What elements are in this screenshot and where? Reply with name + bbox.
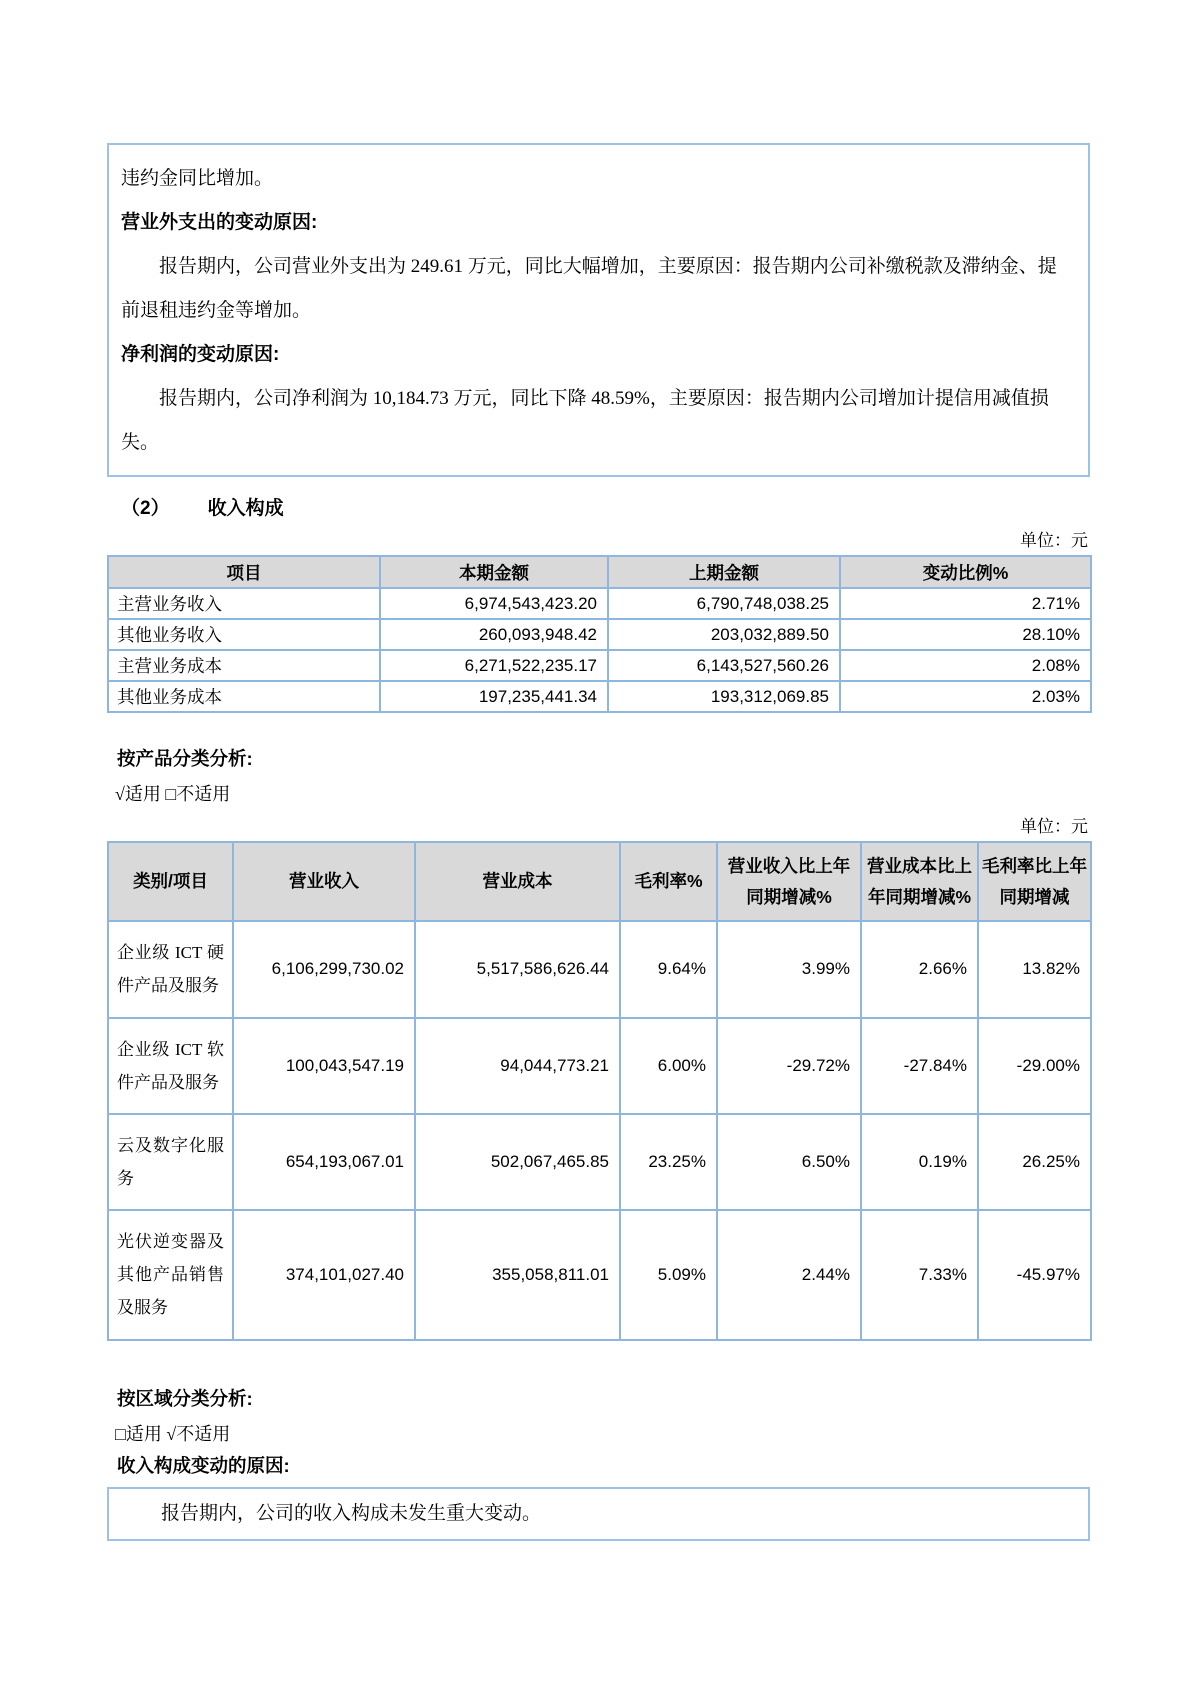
table-cell: 6,271,522,235.17 (380, 650, 608, 681)
table-cell: 2.71% (840, 588, 1091, 619)
table-row (108, 1018, 1091, 1114)
table-cell: 企业级 ICT 硬件产品及服务 (108, 921, 233, 1017)
product-breakdown-table (107, 841, 1092, 1341)
table-cell: 主营业务收入 (108, 588, 380, 619)
product-applicability-line: √适用 □不适用 (115, 784, 231, 804)
change-reason-box (107, 143, 1090, 477)
region-analysis-heading: 按区域分类分析: (117, 1387, 253, 1409)
table-cell: 6.00% (620, 1018, 717, 1114)
table-cell: -29.72% (717, 1018, 861, 1114)
table-cell: 其他业务收入 (108, 619, 380, 650)
header-cell: 营业成本 (415, 842, 620, 921)
table-cell: 3.99% (717, 921, 861, 1017)
unit-label: 单位：元 (1020, 817, 1088, 836)
table-cell: 6.50% (717, 1114, 861, 1210)
table-cell: 0.19% (861, 1114, 978, 1210)
table-header-row (108, 556, 1091, 588)
table-cell: 6,106,299,730.02 (233, 921, 415, 1017)
table-cell: 13.82% (978, 921, 1091, 1017)
table-row (108, 619, 1091, 650)
unit-label: 单位：元 (1020, 531, 1088, 550)
revenue-change-reason-box (107, 1487, 1090, 1541)
non-operating-expense-heading: 营业外支出的变动原因: (121, 212, 318, 233)
table-cell: 203,032,889.50 (608, 619, 840, 650)
table-cell: -27.84% (861, 1018, 978, 1114)
table-cell: 2.08% (840, 650, 1091, 681)
table-cell: 5,517,586,626.44 (415, 921, 620, 1017)
table-cell: 其他业务成本 (108, 681, 380, 712)
net-profit-heading: 净利润的变动原因: (121, 344, 280, 365)
table-cell: 光伏逆变器及其他产品销售及服务 (108, 1210, 233, 1339)
table-cell: 主营业务成本 (108, 650, 380, 681)
carryover-line: 违约金同比增加。 (121, 168, 274, 189)
table-cell: 94,044,773.21 (415, 1018, 620, 1114)
header-cell: 毛利率比上年同期增减 (978, 842, 1091, 921)
header-cell: 营业收入比上年同期增减% (717, 842, 861, 921)
table-cell: 6,790,748,038.25 (608, 588, 840, 619)
table-row (108, 650, 1091, 681)
header-cell: 变动比例% (840, 556, 1091, 588)
product-analysis-heading: 按产品分类分析: (117, 748, 253, 769)
header-cell: 毛利率% (620, 842, 717, 921)
section-number: （2） (121, 498, 170, 519)
table-cell: 197,235,441.34 (380, 681, 608, 712)
table-row (108, 921, 1091, 1017)
table-row (108, 588, 1091, 619)
table-cell: 654,193,067.01 (233, 1114, 415, 1210)
table-cell: 28.10% (840, 619, 1091, 650)
table-cell: 23.25% (620, 1114, 717, 1210)
revenue-change-reason-heading: 收入构成变动的原因: (117, 1454, 290, 1476)
header-cell: 营业收入 (233, 842, 415, 921)
revenue-composition-table (107, 555, 1092, 713)
table-cell: 5.09% (620, 1210, 717, 1339)
header-cell: 本期金额 (380, 556, 608, 588)
table-cell: 2.44% (717, 1210, 861, 1339)
table-cell: 云及数字化服务 (108, 1114, 233, 1210)
table-cell: -45.97% (978, 1210, 1091, 1339)
table-row (108, 681, 1091, 712)
table-header-row (108, 842, 1091, 921)
table-cell: 7.33% (861, 1210, 978, 1339)
table-cell: 2.03% (840, 681, 1091, 712)
revenue-change-reason-text: 报告期内，公司的收入构成未发生重大变动。 (161, 1502, 542, 1524)
region-applicability-line: □适用 √不适用 (115, 1423, 231, 1444)
table-cell: 502,067,465.85 (415, 1114, 620, 1210)
table-cell: 100,043,547.19 (233, 1018, 415, 1114)
table-cell: 6,143,527,560.26 (608, 650, 840, 681)
table-cell: 374,101,027.40 (233, 1210, 415, 1339)
table-cell: 6,974,543,423.20 (380, 588, 608, 619)
net-profit-paragraph: 报告期内，公司净利润为 10,184.73 万元，同比下降 48.59%，主要原因：报告期内公司增加计提信用减值损失。 (121, 388, 1049, 453)
table-cell: 企业级 ICT 软件产品及服务 (108, 1018, 233, 1114)
table-cell: 193,312,069.85 (608, 681, 840, 712)
table-row (108, 1210, 1091, 1339)
header-cell: 项目 (108, 556, 380, 588)
table-cell: 260,093,948.42 (380, 619, 608, 650)
table-cell: 9.64% (620, 921, 717, 1017)
header-cell: 类别/项目 (108, 842, 233, 921)
table-row (108, 1114, 1091, 1210)
header-cell: 上期金额 (608, 556, 840, 588)
table-cell: 355,058,811.01 (415, 1210, 620, 1339)
header-cell: 营业成本比上年同期增减% (861, 842, 978, 921)
table-cell: 2.66% (861, 921, 978, 1017)
section-title-text: 收入构成 (207, 498, 284, 519)
table-cell: -29.00% (978, 1018, 1091, 1114)
non-operating-expense-paragraph: 报告期内，公司营业外支出为 249.61 万元，同比大幅增加，主要原因：报告期内公司补缴税款及滞纳金、提前退租违约金等增加。 (121, 256, 1057, 321)
table-cell: 26.25% (978, 1114, 1091, 1210)
section-title (107, 493, 1090, 520)
